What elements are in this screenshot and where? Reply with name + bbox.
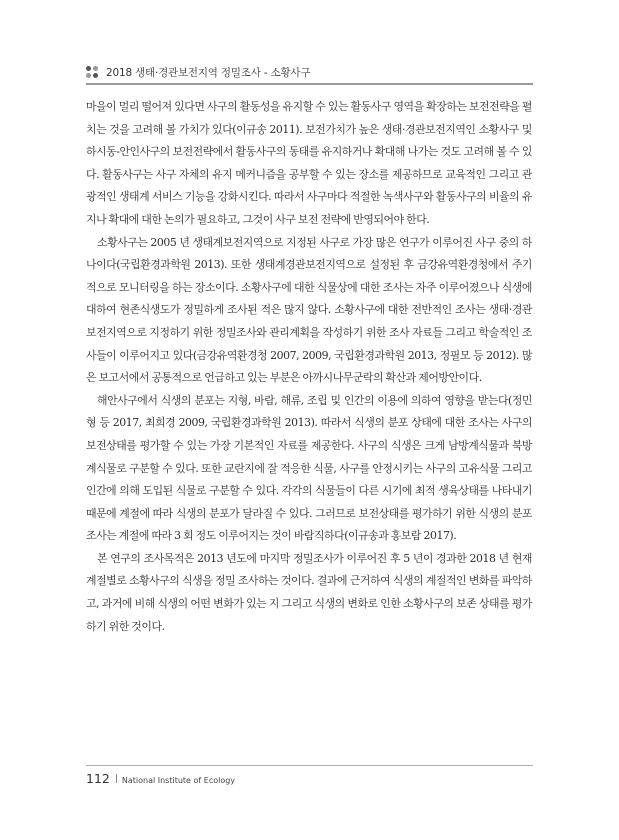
footer-separator: [116, 774, 117, 783]
paragraph-4: 본 연구의 조사목적은 2013 년도에 마지막 정밀조사가 이루어진 후 5 년이 경과한 2018 년 현재 계절별로 소황사구의 식생을 정밀 조사하는 것이다. 결과에 근거하여 식생의 계절적인 변화를 파악하고, 과거에 비해 식생의 어떤 변화가 있는 지 그리고 식생의 변화로 인한 소황사구의 보존 상태를 평가하기 위한 것이다.: [86, 551, 532, 633]
header-divider: [86, 83, 533, 85]
publisher-name: National Institute of Ecology: [121, 776, 236, 785]
footer-divider: [86, 765, 533, 766]
page-footer: [86, 771, 235, 786]
paragraph-3: 해안사구에서 식생의 분포는 지형, 바람, 해류, 조립 및 인간의 이용에 의하여 영향을 받는다(정민형 등 2017, 최희경 2009, 국립환경과학원 2013). 따라서 식생의 분포 상태에 대한 조사는 사구의 보전상태를 평가할 수 있는 가장 기본적인 자료를 제공한다. 사구의 식생은 크게 남방계식물과 북방계식물로 구분할 수 있다. 또한 교란지에 잘 적응한 식물, 사구를 안정시키는 사구의 고유식물 그리고 인간에 의해 도입된 식물로 구분할 수 있다. 각각의 식물들이 다른 시기에 최적 생육상태를 나타내기 때문에 계절에 따라 식생의 분포가 달라질 수 있다. 그러므로 보전상태를 평가하기 위한 식생의 분포 조사는 계절에 따라 3 회 정도 이루어지는 것이 바람직하다(이규송과 홍보람 2017).: [86, 393, 532, 543]
paragraph-1: 마을이 멀리 떨어져 있다면 사구의 활동성을 유지할 수 있는 활동사구 영역을 확장하는 보전전략을 펼치는 것을 고려해 볼 가치가 있다(이규송 2011). 보전가치가 높은 생태·경관보전지역인 소황사구 및 하시동-안인사구의 보전전략에서 활동사구의 동태를 유지하거나 확대해 나가는 것도 고려해 볼 수 있다. 활동사구는 사구 자체의 유지 메커니즘을 공부할 수 있는 장소를 제공하므로 교육적인 그리고 관광적인 생태계 서비스 기능을 강화시킨다. 따라서 사구마다 적절한 녹색사구와 활동사구의 비율의 유지나 확대에 대한 논의가 필요하고, 그것이 사구 보전 전략에 반영되어야 한다.: [86, 100, 532, 226]
running-header: [86, 64, 310, 80]
paragraph-2: 소황사구는 2005 년 생태계보전지역으로 지정된 사구로 가장 많은 연구가 이루어진 사구 중의 하나이다(국립환경과학원 2013). 또한 생태계경관보전지역으로 설정된 후 금강유역환경청에서 주기적으로 모니터링을 하는 장소이다. 소황사구에 대한 식물상에 대한 조사는 자주 이루어졌으나 식생에 대하여 현존식생도가 정밀하게 조사된 적은 많지 않다. 소황사구에 대한 전반적인 조사는 생태·경관보전지역으로 지정하기 위한 정밀조사와 관리계획을 작성하기 위한 조사 자료들 그리고 학술적인 조사들이 이루어지고 있다(금강유역환경청 2007, 2009, 국립환경과학원 2013, 정필모 등 2012). 많은 보고서에서 공통적으로 언급하고 있는 부분은 아까시나무군락의 확산과 제어방안이다.: [86, 235, 532, 385]
header-title: 2018 생태·경관보전지역 정밀조사 - 소황사구: [106, 66, 311, 79]
header-bullet-icon: [86, 66, 100, 78]
body-text: [86, 96, 532, 638]
page-number: 112: [86, 771, 110, 786]
